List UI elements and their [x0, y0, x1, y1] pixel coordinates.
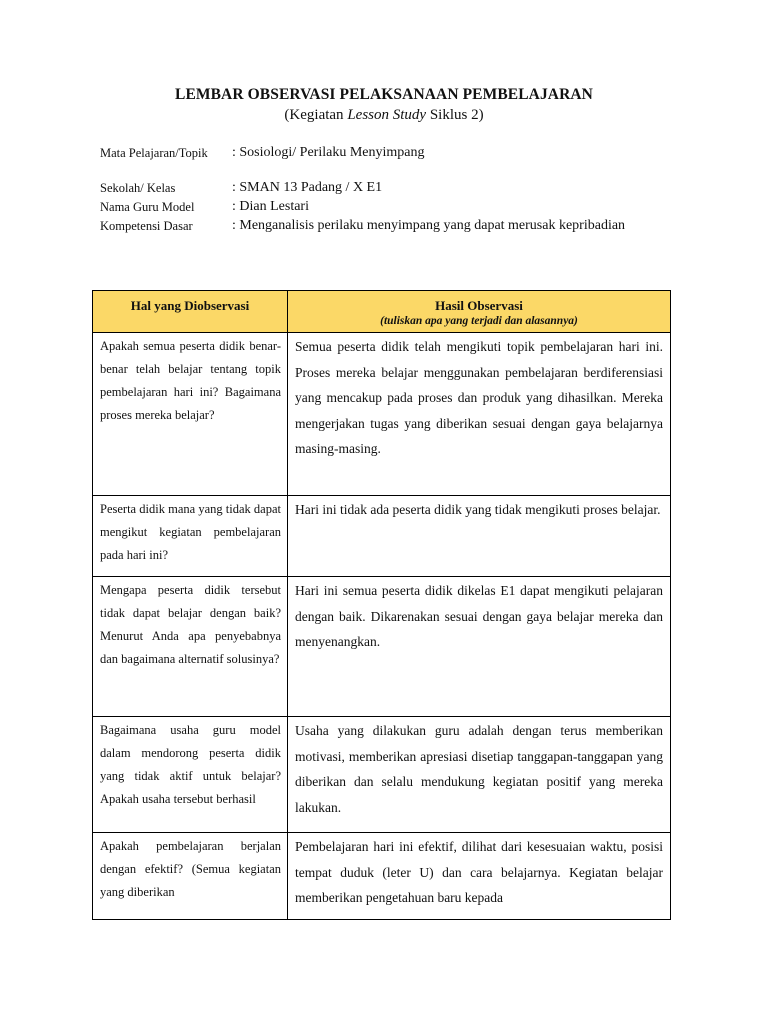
header-observation-result	[288, 291, 671, 333]
question-cell	[93, 496, 288, 577]
header-result-title: Hasil Observasi	[435, 298, 523, 313]
answer-text: Hari ini tidak ada peserta didik yang tidak mengikuti proses belajar.	[295, 502, 661, 517]
table-row	[93, 577, 671, 717]
question-text: Mengapa peserta didik tersebut tidak dapat belajar dengan baik? Menurut Anda apa penyebabnya dan bagaimana alternatif solusinya?	[100, 583, 281, 666]
answer-cell	[288, 496, 671, 577]
header-observed-item: Hal yang Diobservasi	[93, 291, 288, 333]
answer-text: Semua peserta didik telah mengikuti topik pembelajaran hari ini. Proses mereka belajar menggunakan pembelajaran berdiferensiasi yang mencakup pada proses dan produk yang dihasilkan. Mereka mengerjakan tugas yang diberikan sesuai dengan gaya belajarnya masing-masing.	[295, 339, 663, 456]
subtitle-italic: Lesson Study	[347, 107, 427, 123]
answer-text: Pembelajaran hari ini efektif, dilihat dari kesesuaian waktu, posisi tempat duduk (leter U) dan cara belajarnya. Kegiatan belajar memberikan pengetahuan baru kepada	[295, 839, 663, 905]
header-result-subtitle: (tuliskan apa yang terjadi dan alasannya)	[380, 315, 578, 327]
table-header-row	[93, 291, 671, 333]
answer-cell	[288, 577, 671, 717]
question-cell	[93, 717, 288, 833]
question-text: Bagaimana usaha guru model dalam mendorong peserta didik yang tidak aktif untuk belajar? Apakah usaha tersebut berhasil	[100, 723, 281, 806]
question-cell	[93, 333, 288, 496]
document-subtitle	[0, 107, 768, 124]
meta-label-school: Sekolah/ Kelas	[100, 181, 176, 195]
table-row	[93, 333, 671, 496]
observation-table	[92, 290, 671, 920]
meta-label-subject: Mata Pelajaran/Topik	[100, 146, 208, 160]
meta-value-teacher: : Dian Lestari	[232, 199, 309, 214]
meta-value-competency: : Menganalisis perilaku menyimpang yang dapat merusak kepribadian	[232, 218, 626, 233]
document-title: LEMBAR OBSERVASI PELAKSANAAN PEMBELAJARAN	[175, 86, 593, 103]
meta-label-teacher: Nama Guru Model	[100, 200, 195, 214]
answer-cell	[288, 717, 671, 833]
answer-text: Usaha yang dilakukan guru adalah dengan terus memberikan motivasi, memberikan apresiasi disetiap tanggapan-tanggapan yang diberikan dan selalu mendukung kegiatan positif yang mereka lakukan.	[295, 723, 663, 815]
meta-value-school: : SMAN 13 Padang / X E1	[232, 180, 383, 195]
answer-text: Hari ini semua peserta didik dikelas E1 dapat mengikuti pelajaran dengan baik. Dikarenakan sesuai dengan gaya belajar mereka dan menyenangkan.	[295, 583, 663, 649]
table-row	[93, 496, 671, 577]
question-text: Peserta didik mana yang tidak dapat mengikut kegiatan pembelajaran pada hari ini?	[100, 502, 281, 562]
answer-cell	[288, 333, 671, 496]
question-text: Apakah semua peserta didik benar-benar telah belajar tentang topik pembelajaran hari ini? Bagaimana proses mereka belajar?	[100, 339, 281, 422]
question-cell	[93, 577, 288, 717]
table-row	[93, 717, 671, 833]
meta-label-competency: Kompetensi Dasar	[100, 219, 193, 233]
subtitle-suffix: Siklus 2)	[426, 107, 484, 123]
question-cell	[93, 833, 288, 920]
subtitle-prefix: (Kegiatan	[284, 107, 348, 123]
meta-value-subject: : Sosiologi/ Perilaku Menyimpang	[232, 145, 425, 160]
table-row	[93, 833, 671, 920]
question-text: Apakah pembelajaran berjalan dengan efektif? (Semua kegiatan yang diberikan	[100, 839, 281, 899]
answer-cell	[288, 833, 671, 920]
